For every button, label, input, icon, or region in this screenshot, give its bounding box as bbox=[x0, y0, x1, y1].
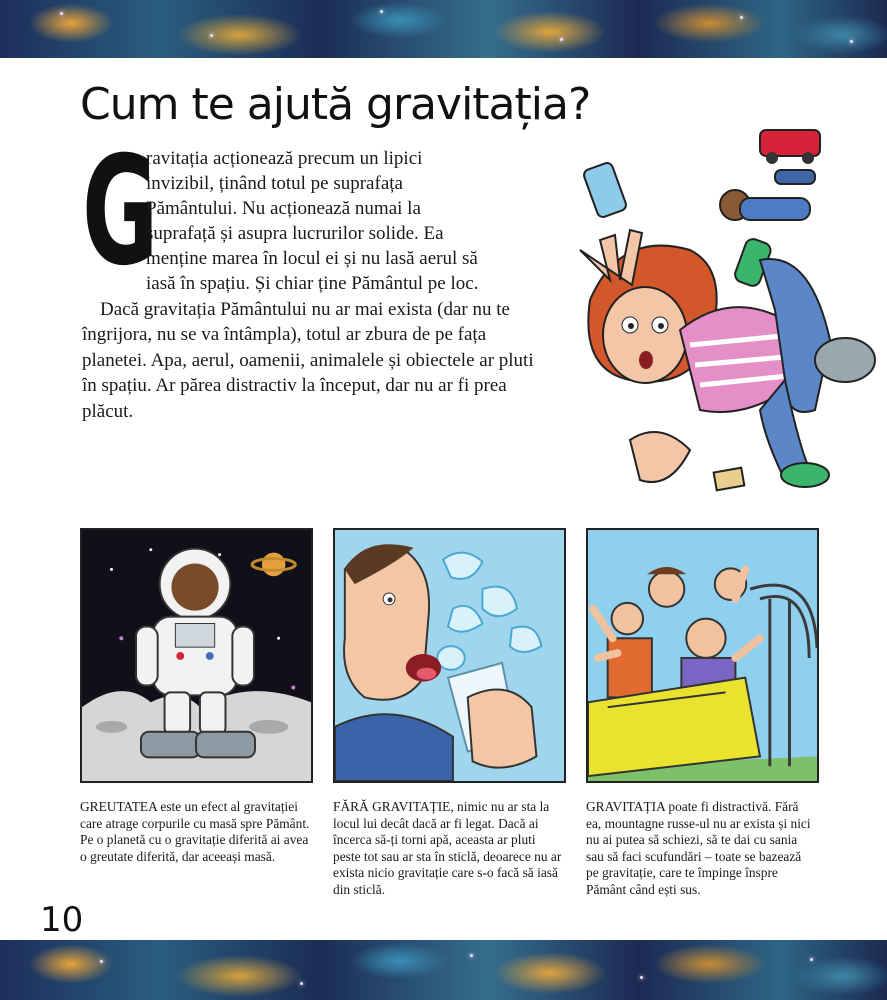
intro-line: Pământului. Nu acționează numai la bbox=[146, 198, 421, 219]
astronaut-panel bbox=[80, 528, 313, 783]
drop-cap: G bbox=[82, 125, 159, 299]
space-banner-top bbox=[0, 0, 887, 58]
water-drinker-panel bbox=[333, 528, 566, 783]
woman-figure-icon bbox=[580, 230, 830, 487]
falling-woman-illustration bbox=[560, 120, 887, 520]
paragraph-no-gravity: Dacă gravitația Pământului nu ar mai exista (dar nu te îngrijora, nu se va întâmpla), totul ar zbura de pe fața planetei. Apa, aerul, oamenii, animalele și obiectele ar pluti în spațiu. Ar părea distractiv la început, dar nu ar fi prea plăcut. bbox=[82, 299, 534, 422]
roller-coaster-panel bbox=[586, 528, 819, 783]
intro-line: ravitația acționează precum un lipici bbox=[146, 148, 423, 169]
caption-no-gravity: FĂRĂ GRAVITAȚIE, nimic nu ar sta la locul lui decât dacă ar fi legat. Dacă ai încerca să-ți torni apă, aceasta ar pluti peste tot sau ar sta în sticlă, deoarece nu ar exista nicio gravitație care s-o facă să iasă din sticlă. bbox=[333, 799, 562, 897]
water-drinker-illustration bbox=[335, 530, 564, 781]
floating-bus-icon bbox=[582, 161, 627, 218]
intro-line: iasă în spațiu. Și chiar ține Pământul pe loc. bbox=[146, 273, 479, 294]
floating-child-icon bbox=[720, 170, 815, 220]
page-title: Cum te ajută gravitația? bbox=[80, 79, 591, 130]
page-number: 10 bbox=[40, 900, 84, 940]
caption-weight: GREUTATEA este un efect al gravitației care atrage corpurile cu masă spre Pământ. Pe o planetă cu o gravitație diferită ai avea o greutate diferită, dar aceeași masă. bbox=[80, 799, 310, 864]
intro-line: invizibil, ținând totul pe suprafața bbox=[146, 173, 403, 194]
intro-line: suprafață și asupra lucrurilor solide. Ea bbox=[146, 223, 444, 244]
space-banner-bottom bbox=[0, 940, 887, 1000]
intro-line: menține marea în locul ei și nu lasă aerul să bbox=[146, 248, 478, 269]
floating-car-icon bbox=[760, 130, 820, 164]
roller-coaster-illustration bbox=[588, 530, 817, 781]
caption-gravity-fun: GRAVITAȚIA poate fi distractivă. Fără ea, mountagne russe-ul nu ar exista și nici nu ai putea să schiezi, să te dai cu sania sau să faci scufundări – toate se bazează pe gravitație, care te împinge înspre Pământ când ești sus. bbox=[586, 799, 811, 897]
astronaut-illustration bbox=[82, 530, 311, 781]
